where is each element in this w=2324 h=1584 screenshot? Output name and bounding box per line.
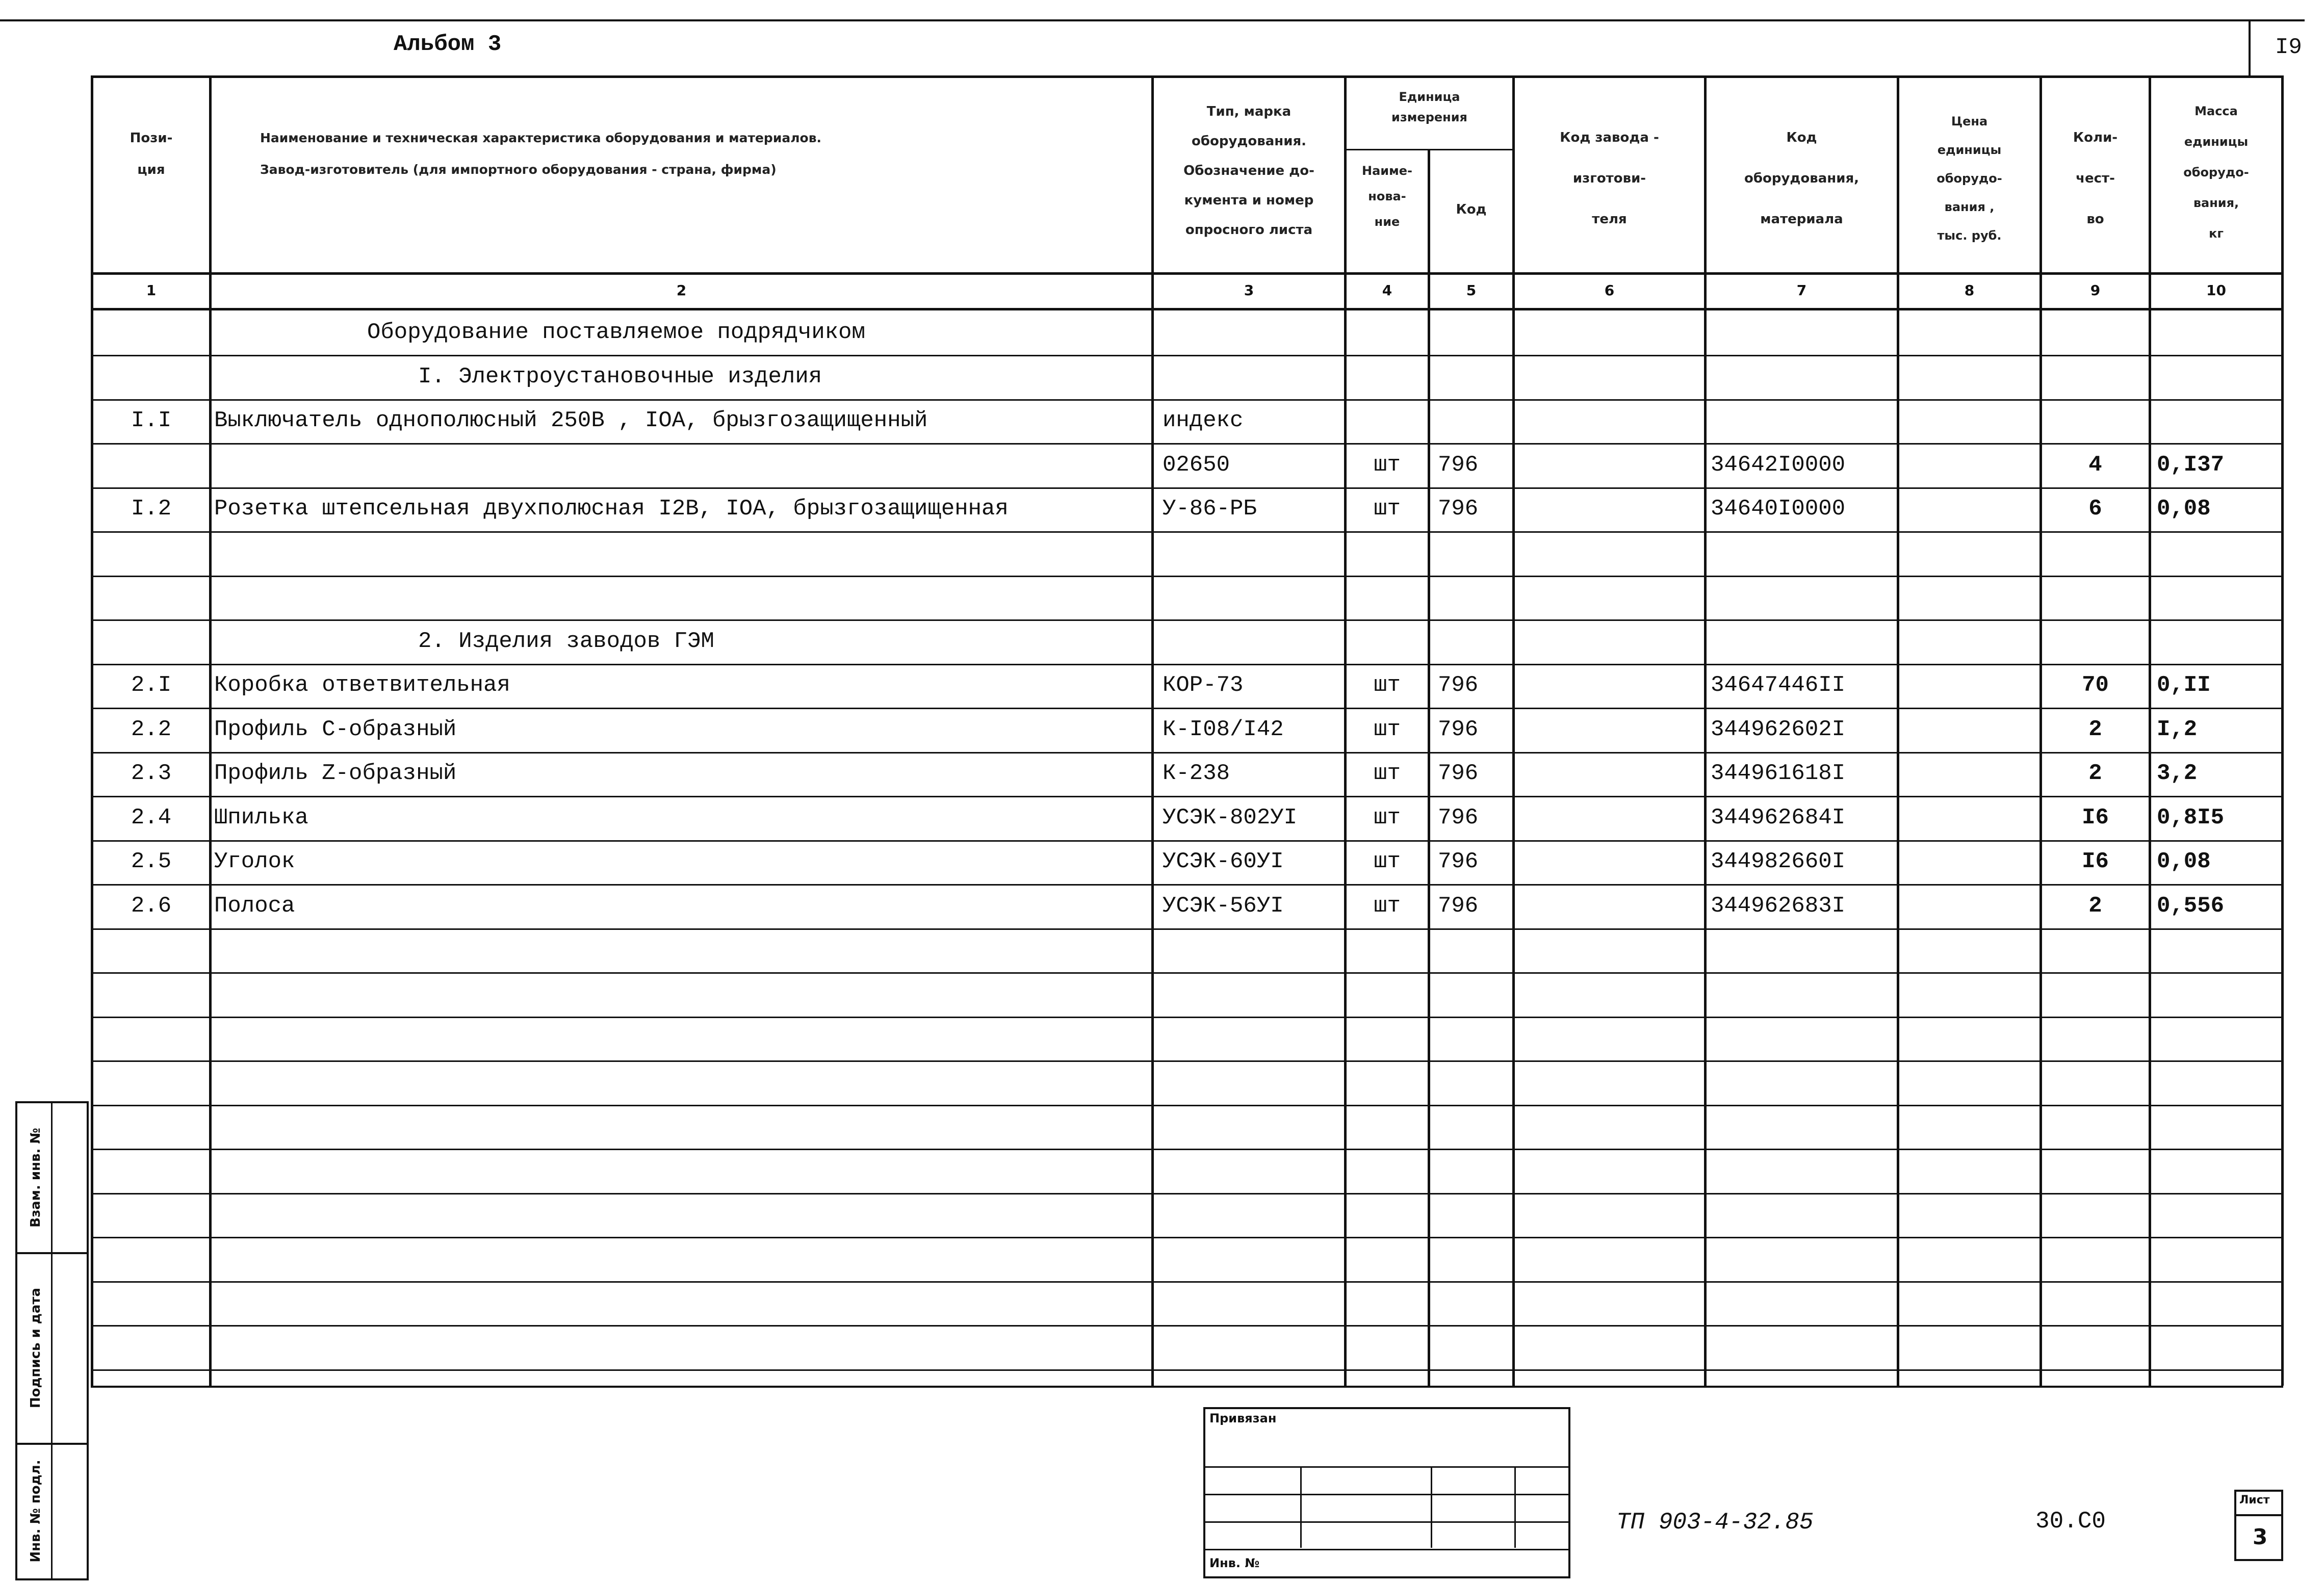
cell-mass: 0,08 (2157, 496, 2211, 522)
cell-price (1899, 751, 2039, 795)
cell-equip-code (1711, 531, 1894, 575)
cell-factory (1515, 575, 1704, 619)
cell-type (1163, 531, 1341, 575)
cell-unit: шт (1374, 805, 1401, 830)
row-divider (91, 1193, 2283, 1195)
page-number: I9 (2275, 35, 2302, 60)
cell-code: 796 (1438, 761, 1479, 786)
cell-pos (93, 443, 209, 487)
cell-name (214, 531, 1147, 575)
cell-qty: 2 (2088, 893, 2102, 919)
cell-unit (1347, 399, 1428, 443)
cell-code (1438, 531, 1509, 575)
col-header-mass: Масса единицы оборудо- вания, кг (2183, 104, 2249, 241)
cell-unit (1347, 531, 1428, 575)
cell-equip-code: 344982660I (1711, 849, 1846, 874)
col-header-type: Тип, марка оборудования. Обозначение до- кумента и номер опросного листа (1183, 104, 1314, 238)
col-header-equip-code: Код оборудования, материала (1744, 130, 1860, 227)
table-top-line (91, 75, 2283, 78)
cell-equip-code: 344962683I (1711, 893, 1846, 919)
cell-name: Выключатель однополюсный 250В , IOA, брызгозащищенный (214, 408, 928, 433)
cell-price (1899, 531, 2039, 575)
col-header-unit-name: Наиме- нова- ние (1362, 164, 1412, 229)
cell-code (1438, 575, 1509, 619)
cell-equip-code: 34647446II (1711, 672, 1846, 698)
cell-type: У-86-РБ (1163, 496, 1257, 522)
cell-mass: 0,I37 (2157, 452, 2225, 478)
side-strip-right (87, 1101, 89, 1580)
cell-unit (1347, 575, 1428, 619)
cell-pos: I.I (131, 408, 172, 433)
top-border (0, 19, 2305, 21)
stamp-inv-label: Инв. № (1209, 1556, 1260, 1570)
cell-factory (1515, 708, 1704, 751)
cell-qty (2042, 355, 2149, 399)
cell-mass (2157, 619, 2279, 663)
cell-type: 02650 (1163, 452, 1230, 478)
col-line-2 (1151, 75, 1154, 1386)
cell-mass (2157, 531, 2279, 575)
cell-qty (2042, 310, 2149, 354)
page-number-divider (2249, 20, 2251, 75)
cell-name: Профиль С-образный (214, 717, 457, 742)
cell-name: 2. Изделия заводов ГЭМ (418, 629, 714, 654)
cell-mass: 0,8I5 (2157, 805, 2225, 830)
stamp-line-4 (1203, 1549, 1570, 1550)
cell-unit: шт (1374, 717, 1401, 742)
cell-unit: шт (1374, 452, 1401, 478)
cell-equip-code (1711, 575, 1894, 619)
album-title: Альбом 3 (394, 32, 502, 57)
cell-name: Профиль Z-образный (214, 761, 457, 786)
cell-pos (93, 355, 209, 399)
cell-name: Оборудование поставляемое подрядчиком (367, 320, 865, 345)
cell-name (214, 575, 1147, 619)
cell-equip-code (1711, 355, 1894, 399)
cell-type (1163, 575, 1341, 619)
cell-type: индекс (1163, 408, 1244, 433)
cell-equip-code (1711, 310, 1894, 354)
cell-name: Розетка штепсельная двухполюсная I2В, IOA, брызгозащищенная (214, 496, 1009, 522)
cell-qty: 4 (2088, 452, 2102, 478)
stamp-vline-3 (1514, 1466, 1516, 1548)
cell-code (1438, 619, 1509, 663)
cell-type: КОР-73 (1163, 672, 1244, 698)
cell-pos: 2.5 (131, 849, 172, 874)
cell-mass (2157, 355, 2279, 399)
col-line-4 (1428, 149, 1430, 1386)
doc-code: ТП 903-4-32.85 (1616, 1509, 1814, 1536)
col-number-7: 7 (1796, 282, 1807, 299)
sheet-label: Лист (2239, 1494, 2270, 1507)
cell-equip-code (1711, 619, 1894, 663)
cell-pos: 2.4 (131, 805, 172, 830)
cell-equip-code: 34640I0000 (1711, 496, 1846, 522)
cell-code: 796 (1438, 496, 1479, 522)
cell-price (1899, 840, 2039, 884)
col-header-position: Пози- ция (130, 131, 173, 177)
cell-type: УСЭК-60УI (1163, 849, 1284, 874)
cell-qty: 2 (2088, 717, 2102, 742)
side-strip-sep-1 (15, 1252, 89, 1254)
row-divider (91, 1237, 2283, 1238)
cell-qty: I6 (2082, 805, 2109, 830)
col-number-9: 9 (2090, 282, 2101, 299)
cell-unit: шт (1374, 496, 1401, 522)
col-line-1 (209, 75, 212, 1386)
cell-name: I. Электроустановочные изделия (418, 364, 822, 389)
table-bottom-line (91, 1386, 2283, 1388)
col-header-unit-code: Код (1456, 202, 1487, 217)
row-divider (91, 1105, 2283, 1106)
side-label-original-inv: Инв. № подл. (28, 1460, 43, 1563)
stamp-vline-2 (1431, 1466, 1432, 1548)
cell-unit: шт (1374, 893, 1401, 919)
cell-name: Уголок (214, 849, 295, 874)
cell-code (1438, 310, 1509, 354)
cell-pos (93, 575, 209, 619)
side-label-signature-date: Подпись и дата (28, 1287, 43, 1409)
cell-mass: 3,2 (2157, 761, 2198, 786)
cell-pos (93, 619, 209, 663)
cell-qty (2042, 531, 2149, 575)
cell-price (1899, 663, 2039, 707)
cell-price (1899, 575, 2039, 619)
cell-mass: 0,II (2157, 672, 2211, 698)
side-strip-top (15, 1101, 89, 1103)
sheet-number: 3 (2253, 1524, 2268, 1549)
cell-price (1899, 399, 2039, 443)
cell-factory (1515, 840, 1704, 884)
cell-price (1899, 884, 2039, 928)
cell-price (1899, 487, 2039, 531)
cell-name: Полоса (214, 893, 295, 919)
cell-code: 796 (1438, 849, 1479, 874)
col-number-1: 1 (146, 282, 157, 299)
col-line-10 (2281, 75, 2284, 1386)
cell-code (1438, 399, 1509, 443)
cell-unit (1347, 619, 1428, 663)
cell-mass (2157, 575, 2279, 619)
row-divider (91, 928, 2283, 930)
cell-pos: 2.2 (131, 717, 172, 742)
cell-pos: 2.I (131, 672, 172, 698)
col-number-10: 10 (2206, 282, 2226, 299)
cell-qty (2042, 619, 2149, 663)
cell-equip-code (1711, 399, 1894, 443)
cell-qty (2042, 575, 2149, 619)
cell-name: Коробка ответвительная (214, 672, 510, 698)
col-line-6 (1704, 75, 1707, 1386)
cell-unit: шт (1374, 849, 1401, 874)
cell-qty (2042, 399, 2149, 443)
col-header-units-group: Единица измерения (1391, 90, 1467, 124)
cell-name (214, 443, 1147, 487)
row-divider (91, 972, 2283, 974)
cell-code: 796 (1438, 893, 1479, 919)
col-number-2: 2 (676, 282, 687, 299)
row-divider (91, 1281, 2283, 1283)
cell-factory (1515, 751, 1704, 795)
cell-pos: 2.3 (131, 761, 172, 786)
row-divider (91, 1369, 2283, 1371)
cell-name: Шпилька (214, 805, 308, 830)
cell-factory (1515, 487, 1704, 531)
cell-price (1899, 619, 2039, 663)
cell-factory (1515, 884, 1704, 928)
col-line-9 (2149, 75, 2151, 1386)
cell-equip-code: 344962602I (1711, 717, 1846, 742)
col-header-factory-code: Код завода - изготови- теля (1560, 130, 1659, 227)
col-number-5: 5 (1466, 282, 1477, 299)
cell-type: УСЭК-802УI (1163, 805, 1298, 830)
cell-qty: I6 (2082, 849, 2109, 874)
cell-code: 796 (1438, 805, 1479, 830)
cell-type: К-238 (1163, 761, 1230, 786)
cell-factory (1515, 355, 1704, 399)
cell-type (1163, 310, 1341, 354)
cell-equip-code: 344961618I (1711, 761, 1846, 786)
col-header-name: Наименование и техническая характеристика оборудования и материалов. Завод-изготовитель (для импортного оборудования - страна, фирма) (260, 131, 822, 177)
col-number-4: 4 (1382, 282, 1392, 299)
sheet-code: 30.С0 (2035, 1508, 2106, 1535)
cell-price (1899, 443, 2039, 487)
cell-factory (1515, 310, 1704, 354)
side-strip-left (15, 1101, 17, 1580)
cell-equip-code: 344962684I (1711, 805, 1846, 830)
cell-qty: 70 (2082, 672, 2109, 698)
cell-mass (2157, 310, 2279, 354)
col-number-3: 3 (1244, 282, 1254, 299)
col-number-8: 8 (1964, 282, 1975, 299)
header-bottom-line (91, 272, 2283, 275)
row-divider (91, 1325, 2283, 1327)
side-label-replaced-inv: Взам. инв. № (28, 1128, 43, 1228)
row-divider (91, 1060, 2283, 1062)
col-header-quantity: Коли- чест- во (2073, 130, 2118, 227)
cell-pos (93, 310, 209, 354)
cell-code: 796 (1438, 452, 1479, 478)
cell-mass: 0,08 (2157, 849, 2211, 874)
cell-factory (1515, 443, 1704, 487)
col-header-price: Цена единицы оборудо- вания , тыс. руб. (1936, 114, 2002, 243)
cell-code: 796 (1438, 717, 1479, 742)
cell-factory (1515, 619, 1704, 663)
sheet-box-line (2234, 1514, 2283, 1516)
cell-qty: 6 (2088, 496, 2102, 522)
cell-pos: 2.6 (131, 893, 172, 919)
cell-factory (1515, 796, 1704, 840)
cell-unit (1347, 310, 1428, 354)
cell-mass: I,2 (2157, 717, 2198, 742)
cell-factory (1515, 399, 1704, 443)
row-divider (91, 1149, 2283, 1150)
cell-equip-code: 34642I0000 (1711, 452, 1846, 478)
cell-price (1899, 355, 2039, 399)
stamp-bound-label: Привязан (1209, 1411, 1277, 1425)
cell-code: 796 (1438, 672, 1479, 698)
side-strip-mid (51, 1101, 53, 1580)
cell-pos: I.2 (131, 496, 172, 522)
cell-mass (2157, 399, 2279, 443)
cell-unit: шт (1374, 761, 1401, 786)
stamp-vline-1 (1300, 1466, 1302, 1548)
cell-mass: 0,556 (2157, 893, 2225, 919)
cell-unit: шт (1374, 672, 1401, 698)
cell-price (1899, 708, 2039, 751)
cell-code (1438, 355, 1509, 399)
cell-type: К-I08/I42 (1163, 717, 1284, 742)
row-divider (91, 1017, 2283, 1018)
col-number-6: 6 (1604, 282, 1615, 299)
cell-factory (1515, 663, 1704, 707)
cell-type (1163, 619, 1341, 663)
cell-unit (1347, 355, 1428, 399)
cell-qty: 2 (2088, 761, 2102, 786)
cell-factory (1515, 531, 1704, 575)
cell-type (1163, 355, 1341, 399)
cell-pos (93, 531, 209, 575)
cell-price (1899, 796, 2039, 840)
cell-price (1899, 310, 2039, 354)
cell-type: УСЭК-56УI (1163, 893, 1284, 919)
